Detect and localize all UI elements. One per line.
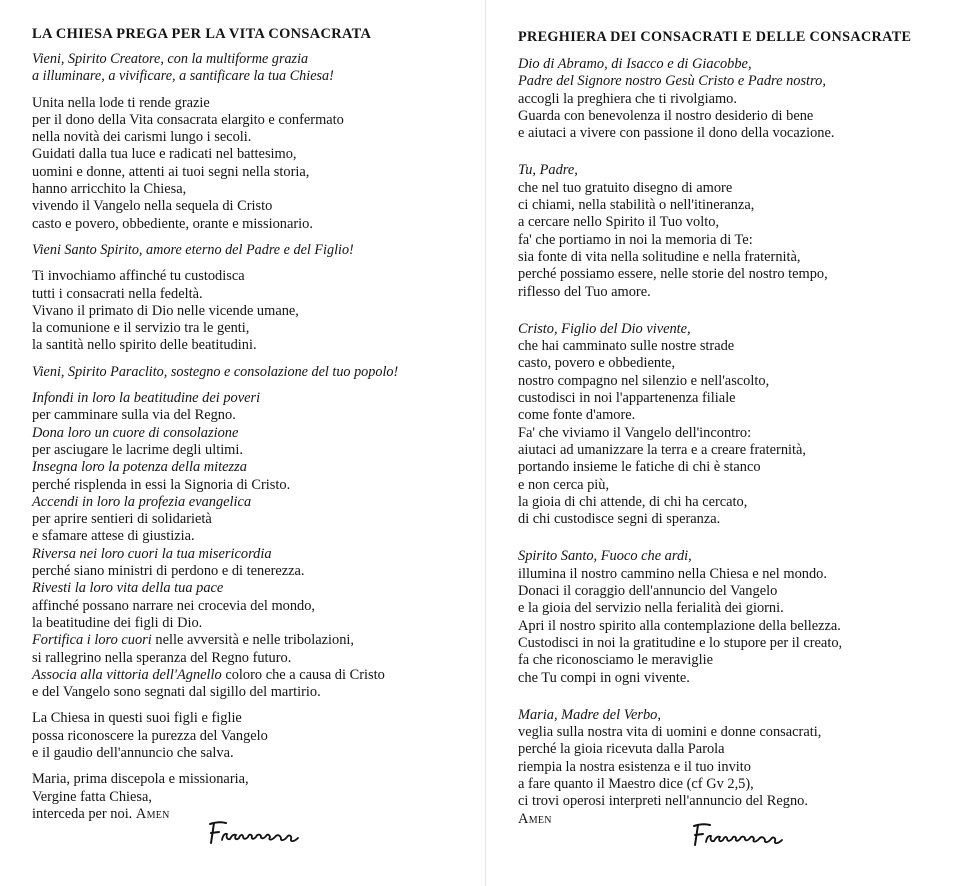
verse-line: nella novità dei carismi lungo i secoli. (32, 129, 252, 146)
invocation-line: Spirito Santo, Fuoco che ardi, (518, 548, 692, 565)
verse-italic: Associa alla vittoria dell'Agnello (32, 666, 222, 683)
verse-line: vivendo il Vangelo nella sequela di Cristo (32, 198, 273, 215)
verse-italic: Riversa nei loro cuori la tua misericordia (32, 545, 272, 562)
verse-line: come fonte d'amore. (518, 407, 636, 424)
verse-line (32, 615, 452, 632)
verse-line: Fa' che viviamo il Vangelo dell'incontro: (518, 424, 752, 441)
verse-line (32, 563, 452, 580)
left-stanza-4 (32, 710, 452, 762)
signature-right (690, 820, 786, 850)
left-stanza-2 (32, 268, 452, 354)
verse-line: La Chiesa in questi suoi figli e figlie (32, 710, 242, 727)
left-invocation-3 (32, 364, 452, 381)
invocation-line: Cristo, Figlio del Dio vivente, (518, 320, 691, 337)
verse-line: che nel tuo gratuito disegno di amore (518, 179, 733, 196)
left-stanza-5 (32, 771, 452, 823)
verse-line: Guarda con benevolenza il nostro desiderio di bene (518, 107, 814, 124)
verse-line: Ti invochiamo affinché tu custodisca (32, 268, 245, 285)
verse-line: ci trovi operosi interpreti nell'annuncio del Regno. (518, 793, 808, 810)
verse-line (32, 494, 452, 511)
invocation-line: Vieni, Spirito Paraclito, sostegno e consolazione del tuo popolo! (32, 363, 399, 380)
verse-italic: Accendi in loro la profezia evangelica (32, 493, 252, 510)
verse-line: casto, povero e obbediente, (518, 355, 676, 372)
right-stanza-5 (518, 707, 958, 828)
verse-line (32, 459, 452, 476)
verse-line: casto e povero, obbediente, orante e missionario. (32, 215, 313, 232)
right-stanza-4 (518, 548, 958, 686)
left-stanza-1 (32, 95, 452, 233)
right-stanza-3 (518, 321, 958, 529)
verse-line: e il gaudio dell'annuncio che salva. (32, 744, 234, 761)
verse-line: fa' che portiamo in noi la memoria di Te: (518, 231, 753, 248)
verse-line (32, 650, 452, 667)
verse-rest: la beatitudine dei figli di Dio. (32, 614, 203, 631)
right-stanza-2 (518, 162, 958, 300)
verse-line: perché possiamo essere, nelle storie del nostro tempo, (518, 266, 828, 283)
right-column (518, 22, 958, 828)
verse-line: ci chiami, nella stabilità o nell'itineranza, (518, 197, 755, 214)
signature-left (206, 818, 302, 848)
verse-line: perché la gioia ricevuta dalla Parola (518, 741, 725, 758)
verse-line: nostro compagno nel silenzio e nell'ascolto, (518, 372, 770, 389)
verse-line: la santità nello spirito delle beatitudini. (32, 337, 257, 354)
verse-italic: Dona loro un cuore di consolazione (32, 424, 239, 441)
verse-line (32, 477, 452, 494)
verse-line: di chi custodisce segni di speranza. (518, 511, 721, 528)
verse-rest: coloro che a causa di Cristo (221, 666, 385, 683)
verse-line: Maria, prima discepola e missionaria, (32, 771, 249, 788)
verse-line: tutti i consacrati nella fedeltà. (32, 285, 203, 302)
amen-word: Amen (518, 810, 552, 827)
verse-line (32, 442, 452, 459)
verse-line (32, 598, 452, 615)
verse-line (32, 390, 452, 407)
verse-rest: per asciugare le lacrime degli ultimi. (32, 441, 243, 458)
verse-italic: Infondi in loro la beatitudine dei poveri (32, 390, 261, 407)
right-stanza-1 (518, 56, 958, 142)
amen-word: Amen (135, 805, 170, 822)
verse-line: portando insieme le fatiche di chi è stanco (518, 459, 761, 476)
verse-line: aiutaci ad umanizzare la terra e a creare fraternità, (518, 441, 807, 458)
verse-line (32, 632, 452, 649)
verse-line: illumina il nostro cammino nella Chiesa e nel mondo. (518, 565, 827, 582)
verse-line: Unita nella lode ti rende grazie (32, 94, 210, 111)
verse-line: Donaci il coraggio dell'annuncio del Vangelo (518, 583, 778, 600)
verse-line: Guidati dalla tua luce e radicati nel battesimo, (32, 146, 297, 163)
invocation-line: Dio di Abramo, di Isacco e di Giacobbe, (518, 56, 752, 72)
verse-line: a fare quanto il Maestro dice (cf Gv 2,5), (518, 775, 754, 792)
verse-line: hanno arricchito la Chiesa, (32, 181, 187, 198)
left-column (32, 22, 452, 823)
verse-line (32, 580, 452, 597)
invocation-line: Tu, Padre, (518, 162, 578, 179)
invocation-line: Vieni Santo Spirito, amore eterno del Padre e del Figlio! (32, 241, 354, 258)
verse-line (32, 511, 452, 528)
verse-line: la comunione e il servizio tra le genti, (32, 320, 250, 337)
verse-rest: affinché possano narrare nei crocevia del mondo, (32, 597, 316, 614)
verse-line: la gioia di chi attende, di chi ha cercato, (518, 493, 748, 510)
verse-italic: Insegna loro la potenza della mitezza (32, 459, 247, 476)
verse-line: Vergine fatta Chiesa, (32, 788, 153, 805)
verse-rest: si rallegrino nella speranza del Regno futuro. (32, 649, 292, 666)
verse-line: Vivano il primato di Dio nelle vicende umane, (32, 302, 299, 319)
signature-francesco-image (206, 818, 302, 848)
verse-rest: nelle avversità e nelle tribolazioni, (151, 632, 354, 649)
verse-line: Custodisci in noi la gratitudine e lo stupore per il creato, (518, 634, 843, 651)
left-title: LA CHIESA PREGA PER LA VITA CONSACRATA (32, 26, 372, 42)
verse-line: riempia la nostra esistenza e il tuo invito (518, 758, 751, 775)
verse-line: e la gioia del servizio nella ferialità dei giorni. (518, 600, 784, 617)
verse-text: interceda per noi. (32, 805, 136, 822)
verse-line: veglia sulla nostra vita di uomini e donne consacrati, (518, 724, 822, 741)
invocation-line: Maria, Madre del Verbo, (518, 706, 661, 723)
invocation-line: Padre del Signore nostro Gesù Cristo e Padre nostro, (518, 73, 826, 90)
signature-francesco-image (690, 820, 786, 850)
verse-line: che hai camminato sulle nostre strade (518, 338, 735, 355)
verse-line: fa che riconosciamo le meraviglie (518, 652, 713, 669)
verse-line (32, 425, 452, 442)
verse-rest: e del Vangelo sono segnati dal sigillo del martirio. (32, 684, 321, 701)
verse-line (32, 407, 452, 424)
invocation-line: Vieni, Spirito Creatore, con la multiforme grazia (32, 51, 309, 67)
verse-line: e aiutaci a vivere con passione il dono della vocazione. (518, 125, 835, 142)
verse-line (32, 667, 452, 684)
verse-line: accogli la preghiera che ti rivolgiamo. (518, 90, 737, 107)
verse-line (32, 528, 452, 545)
verse-line: riflesso del Tuo amore. (518, 283, 651, 300)
verse-rest: per aprire sentieri di solidarietà (32, 511, 212, 528)
verse-line: Apri il nostro spirito alla contemplazione della bellezza. (518, 617, 841, 634)
verse-line: che Tu compi in ogni vivente. (518, 669, 690, 686)
verse-line (32, 546, 452, 563)
verse-rest: perché risplenda in essi la Signoria di Cristo. (32, 476, 291, 493)
verse-rest: e sfamare attese di giustizia. (32, 528, 195, 545)
left-stanza-3 (32, 390, 452, 701)
left-invocation-2 (32, 242, 452, 259)
invocation-line: a illuminare, a vivificare, a santificare la tua Chiesa! (32, 68, 334, 85)
column-divider (485, 0, 486, 886)
verse-line: e non cerca più, (518, 476, 610, 493)
right-title: PREGHIERA DEI CONSACRATI E DELLE CONSACRATE (518, 29, 912, 45)
verse-line (32, 684, 452, 701)
verse-line: sia fonte di vita nella solitudine e nella fraternità, (518, 248, 801, 265)
verse-line: uomini e donne, attenti ai tuoi segni nella storia, (32, 163, 310, 180)
verse-line: per il dono della Vita consacrata elargito e confermato (32, 111, 344, 128)
left-invocation-1 (32, 51, 452, 86)
verse-rest: perché siano ministri di perdono e di tenerezza. (32, 563, 305, 580)
verse-line: possa riconoscere la purezza del Vangelo (32, 727, 268, 744)
verse-italic: Fortifica i loro cuori (32, 632, 152, 649)
verse-line: a cercare nello Spirito il Tuo volto, (518, 214, 720, 231)
verse-rest: per camminare sulla via del Regno. (32, 407, 236, 424)
verse-italic: Rivesti la loro vita della tua pace (32, 580, 224, 597)
verse-line: custodisci in noi l'appartenenza filiale (518, 390, 736, 407)
